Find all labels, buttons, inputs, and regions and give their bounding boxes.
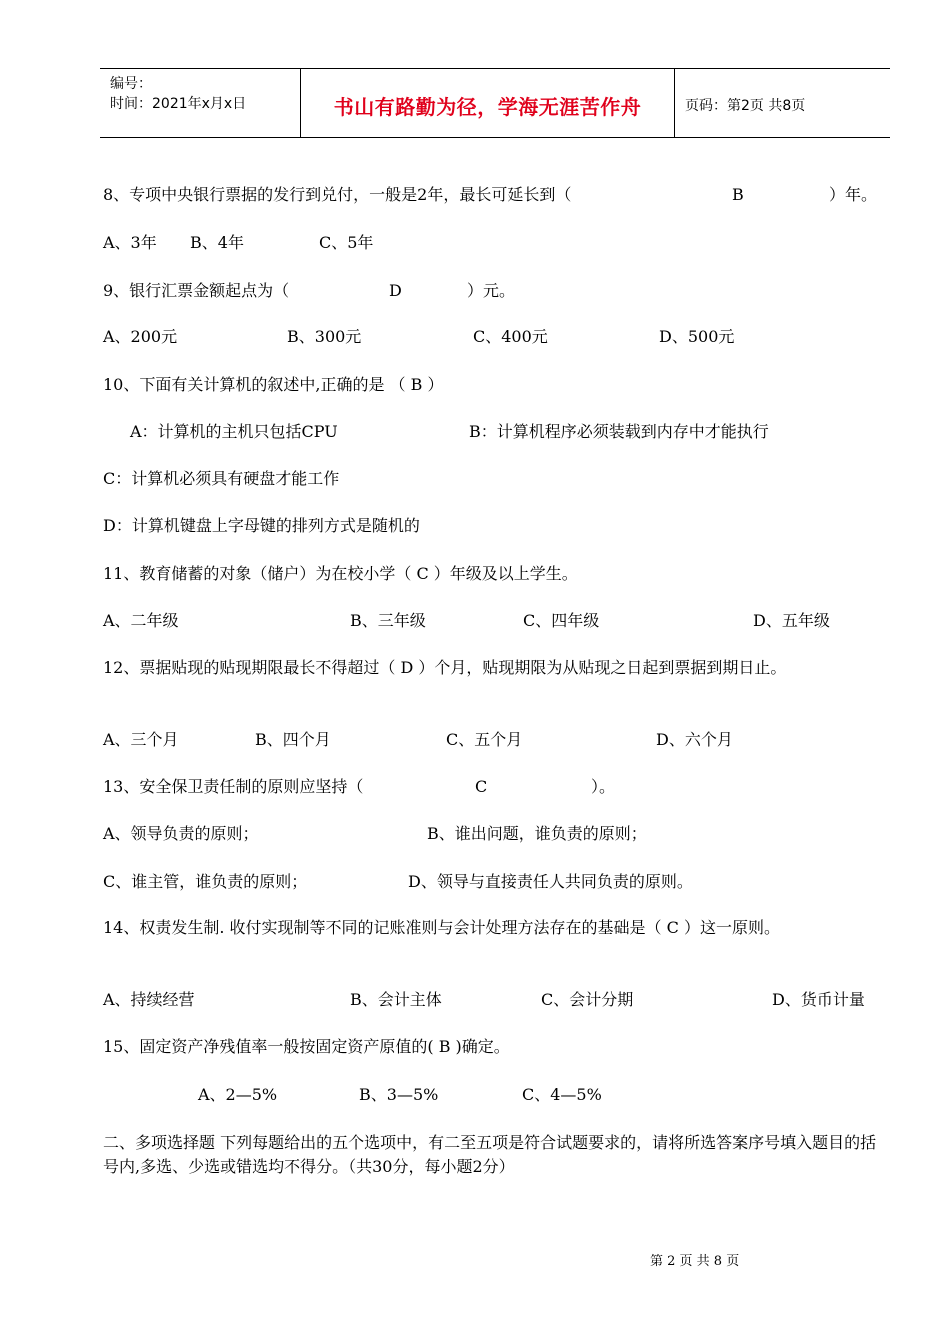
option: A、持续经营 xyxy=(103,990,195,1009)
section-2-heading: 二、多项选择题 下列每题给出的五个选项中，有二至五项是符合试题要求的，请将所选答案序号填入题目的括号内,多选、少选或错选均不得分。（共30分，每小题2分） xyxy=(103,1133,877,1176)
option: A、2—5% xyxy=(198,1085,278,1104)
option: C、五个月 xyxy=(446,730,523,749)
option: D、500元 xyxy=(659,327,735,346)
question-text: 9、银行汇票金额起点为（ xyxy=(103,281,290,300)
option: A、领导负责的原则； xyxy=(103,824,259,843)
option: B、3—5% xyxy=(359,1085,439,1104)
option: B、4年 xyxy=(190,233,244,252)
header-page-info: 页码：第2页 共8页 xyxy=(685,98,806,114)
option: A、二年级 xyxy=(103,611,179,630)
number-label: 编号： xyxy=(110,76,152,92)
option: D：计算机键盘上字母键的排列方式是随机的 xyxy=(103,516,420,535)
option: D、领导与直接责任人共同负责的原则。 xyxy=(408,872,693,891)
option: D、六个月 xyxy=(656,730,733,749)
option: C、谁主管，谁负责的原则； xyxy=(103,872,308,891)
option: A、三个月 xyxy=(103,730,179,749)
option: A、3年 xyxy=(103,233,157,252)
question-text: 13、安全保卫责任制的原则应坚持（ xyxy=(103,777,364,796)
option: C、5年 xyxy=(319,233,374,252)
time-label: 时间：2021年x月x日 xyxy=(110,96,247,112)
option: D、货币计量 xyxy=(772,990,865,1009)
header-motto-cell xyxy=(301,69,675,137)
page-header xyxy=(100,68,890,138)
header-meta-cell xyxy=(100,69,301,137)
question-tail: ）年。 xyxy=(829,185,878,204)
question-tail: ）。 xyxy=(591,777,616,796)
option: B、会计主体 xyxy=(350,990,442,1009)
answer-letter: B xyxy=(732,185,744,204)
page-footer: 第 2 页 共 8 页 xyxy=(650,1254,740,1269)
option: C、4—5% xyxy=(522,1085,602,1104)
question-14: 14、权责发生制. 收付实现制等不同的记账准则与会计处理方法存在的基础是（ C ）这一原则。 xyxy=(103,918,780,937)
question-text: 8、专项中央银行票据的发行到兑付，一般是2年，最长可延长到（ xyxy=(103,185,572,204)
option: B、三年级 xyxy=(350,611,426,630)
option: C、四年级 xyxy=(523,611,600,630)
option: B：计算机程序必须装载到内存中才能执行 xyxy=(469,422,769,441)
question-text: 10、下面有关计算机的叙述中,正确的是 （ B ） xyxy=(103,375,444,394)
question-12: 12、票据贴现的贴现期限最长不得超过（ D ）个月，贴现期限为从贴现之日起到票据到期日止。 xyxy=(103,658,787,677)
option: D、五年级 xyxy=(753,611,830,630)
option: C：计算机必须具有硬盘才能工作 xyxy=(103,469,340,488)
option: C、400元 xyxy=(473,327,548,346)
header-page-cell xyxy=(675,69,890,137)
option: C、会计分期 xyxy=(541,990,634,1009)
question-text: 15、固定资产净残值率一般按固定资产原值的( B )确定。 xyxy=(103,1037,510,1056)
option: B、300元 xyxy=(287,327,362,346)
option: B、四个月 xyxy=(255,730,331,749)
option: A：计算机的主机只包括CPU xyxy=(130,422,338,441)
answer-letter: D xyxy=(389,281,402,300)
motto-text: 书山有路勤为径，学海无涯苦作舟 xyxy=(333,95,642,119)
option: B、谁出问题，谁负责的原则； xyxy=(427,824,647,843)
option: A、200元 xyxy=(103,327,178,346)
answer-letter: C xyxy=(475,777,488,796)
question-tail: ）元。 xyxy=(467,281,516,300)
question-text: 11、教育储蓄的对象（储户）为在校小学（ C ）年级及以上学生。 xyxy=(103,564,578,583)
